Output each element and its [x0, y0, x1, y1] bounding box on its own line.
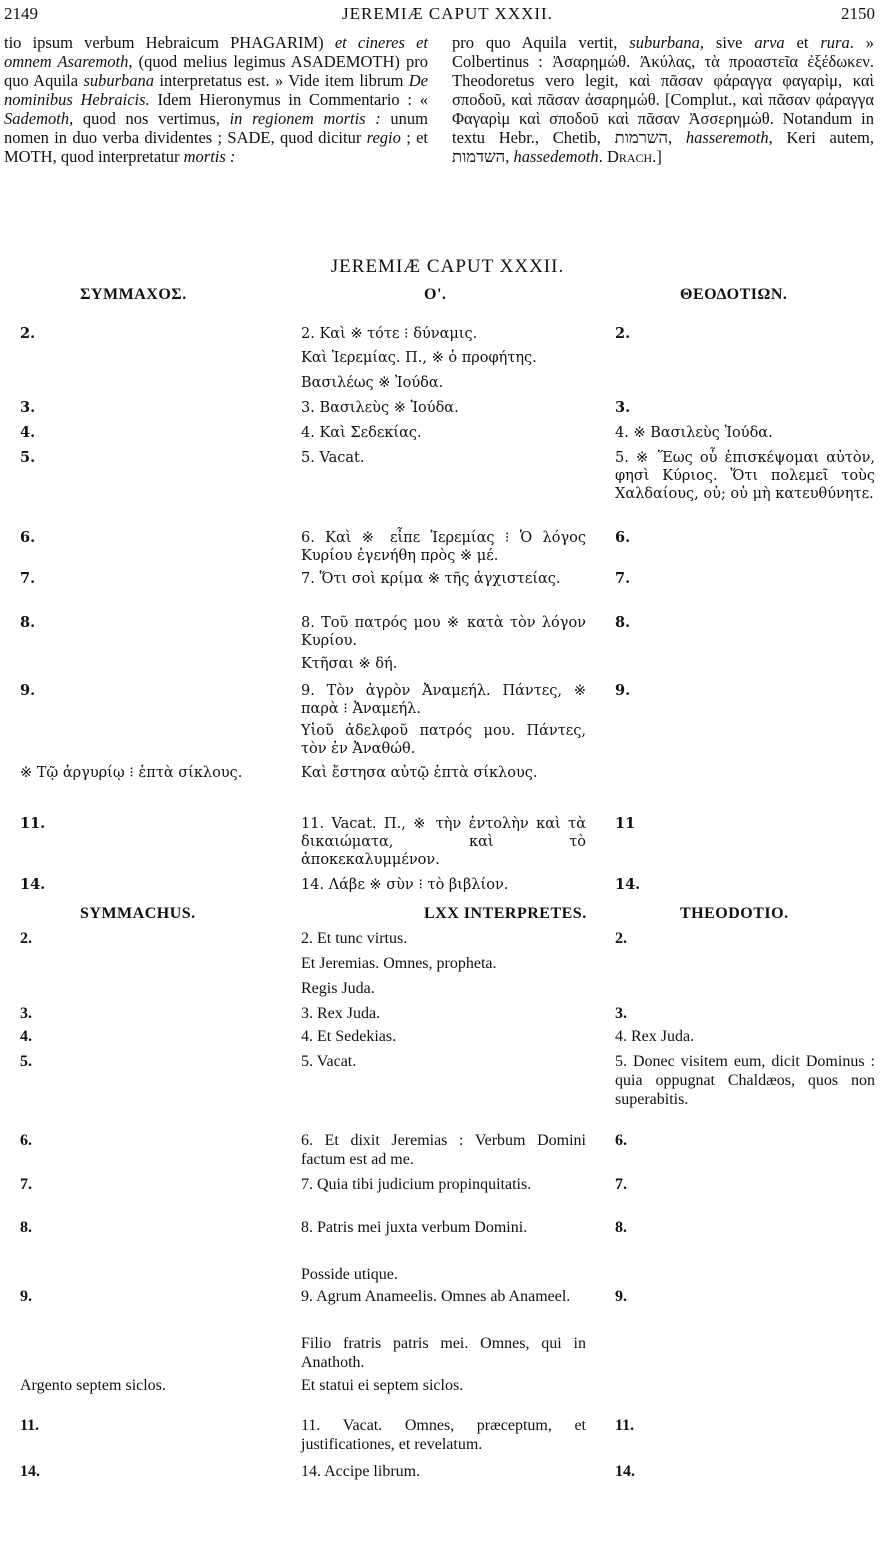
table-cell-c2: Βασιλέως ※ Ἰούδα.	[301, 375, 444, 391]
note-text-run: Sademoth	[4, 109, 70, 128]
table-cell-c2: 4. Καὶ Σεδεκίας.	[301, 425, 422, 441]
table-cell-c2: 9. Agrum Anameelis. Omnes ab Anameel.	[301, 1288, 571, 1305]
footnote-right-column	[452, 33, 874, 166]
table-cell-c1: 3.	[20, 399, 36, 416]
table-cell-c3: 11	[615, 815, 636, 832]
note-text-run: , quod nos vertimus,	[69, 109, 230, 128]
table-cell-c2: 3. Rex Juda.	[301, 1005, 381, 1022]
column-header-septuagint: Ο'.	[424, 286, 447, 303]
column-header-symmachus-latin: SYMMACHUS.	[80, 905, 196, 922]
table-cell-c3: 9.	[615, 1288, 627, 1305]
note-text-run: tio ipsum verbum Hebraicum PHAGARIM)	[4, 33, 335, 52]
note-text-run: et cineres et omnem Asaremoth	[4, 33, 428, 71]
table-cell-c3: 7.	[615, 570, 631, 587]
table-cell-c1: 14.	[20, 876, 46, 893]
running-title: JEREMIÆ CAPUT XXXII.	[342, 4, 553, 23]
table-cell-c2: 2. Et tunc virtus.	[301, 930, 408, 947]
table-cell-c2: 2. Καὶ ※ τότε ⁝ δύναμις.	[301, 326, 478, 342]
table-cell-c1: 6.	[20, 529, 36, 546]
note-text-run: arva	[754, 33, 785, 52]
table-cell-c1: ※ Τῷ ἀργυρίῳ ⁝ ἑπτὰ σίκλους.	[20, 765, 243, 781]
table-cell-c2: Κτῆσαι ※ δή.	[301, 656, 398, 672]
table-cell-c2: 5. Vacat.	[301, 1053, 357, 1070]
note-text-run: mortis :	[183, 147, 236, 166]
table-cell-c1: 9.	[20, 1288, 32, 1305]
table-cell-c3: 6.	[615, 529, 631, 546]
table-cell-c3: 6.	[615, 1132, 627, 1149]
table-cell-c2: 9. Τὸν ἀγρὸν Ἀναμεήλ. Πάντες, ※ παρὰ ⁝ Ἀναμεήλ.	[301, 683, 586, 717]
note-text-run: unum nomen in duo verba dividentes ; SADE, quod dicitur	[4, 109, 428, 147]
table-cell-c3: 11.	[615, 1417, 635, 1434]
note-text-run: in regionem mortis :	[229, 109, 381, 128]
note-text-run: Idem Hieronymus in Commentario : «	[149, 90, 428, 109]
note-text-run: , Keri autem, השדמות,	[452, 128, 874, 166]
note-text-run: Drach	[606, 147, 653, 166]
table-cell-c2: 11. Vacat. Π., ※ τὴν ἐντολὴν καὶ τὰ δικαιώματα, καὶ τὸ ἀποκεκαλυμμένον.	[301, 816, 586, 868]
table-cell-c2: Et statui ei septem siclos.	[301, 1377, 464, 1394]
note-text-run: suburbana	[629, 33, 700, 52]
note-text-run: .]	[652, 147, 662, 166]
column-header-theodotion: ΘΕΟΔΟΤΙΩΝ.	[680, 286, 788, 303]
note-text-run: De nominibus Hebraicis.	[4, 71, 429, 109]
table-cell-c3: 3.	[615, 1005, 627, 1022]
table-cell-c3: 14.	[615, 1463, 635, 1480]
footnote-left-column	[4, 33, 428, 166]
table-cell-c1: 11.	[20, 1417, 40, 1434]
table-cell-c2: 3. Βασιλεὺς ※ Ἰούδα.	[301, 400, 459, 416]
note-text-run: , sive	[699, 33, 755, 52]
table-cell-c1: 5.	[20, 449, 36, 466]
note-text-run: ; et MOTH, quod interpretatur	[4, 128, 428, 166]
table-cell-c2: Posside utique.	[301, 1266, 398, 1283]
note-text-run: suburbana	[83, 71, 155, 90]
table-cell-c2: 11. Vacat. Omnes, præceptum, et justificationes, et revelatum.	[301, 1417, 586, 1453]
note-text-run: .	[598, 147, 607, 166]
table-cell-c2: 5. Vacat.	[301, 450, 365, 466]
note-text-run: . » Colbertinus : Ἀσαρημώθ. Ἀκύλας, τὰ προαστεῖα ἐξέδωκεν. Theodoretus vero legit, καὶ πᾶσαν φάραγγα φαγαρὶμ, καὶ σποδοῦ, καὶ πᾶσαν ἀσαρημώθ. [Complut., καὶ πᾶσαν φάραγγα Φαγαρὶμ καὶ σποδοῦ καὶ πᾶσαν Ἀσσερημώθ. Notandum in textu Hebr., Chetib, השרמות,	[452, 33, 874, 147]
note-text-run: regio	[366, 128, 401, 147]
note-text-run: , (quod melius legimus ASADEMOTH) pro quo Aquila	[4, 52, 428, 90]
note-text-run: rura	[820, 33, 850, 52]
note-text-run: pro quo Aquila vertit,	[452, 33, 630, 52]
table-cell-c1: 8.	[20, 1219, 32, 1236]
table-cell-c1: 6.	[20, 1132, 32, 1149]
table-cell-c3: 7.	[615, 1176, 627, 1193]
table-cell-c3: 2.	[615, 325, 631, 342]
table-cell-c1: 7.	[20, 1176, 32, 1193]
table-cell-c1: 14.	[20, 1463, 40, 1480]
table-cell-c1: 4.	[20, 1028, 32, 1045]
table-cell-c3: 5. ※ Ἕως οὗ ἐπισκέψομαι αὐτὸν, φησὶ Κύριος. Ὅτι πολεμεῖ τοὺς Χαλδαίους, οὐ; οὐ μὴ κατευθύνητε.	[615, 450, 875, 502]
table-cell-c3: 4. Rex Juda.	[615, 1028, 695, 1045]
table-cell-c2: Regis Juda.	[301, 980, 375, 997]
chapter-title: JEREMIÆ CAPUT XXXII.	[330, 256, 565, 277]
table-cell-c2: Καὶ Ἱερεμίας. Π., ※ ὁ προφήτης.	[301, 350, 537, 366]
table-cell-c1: 2.	[20, 325, 36, 342]
table-cell-c2: Υἱοῦ ἀδελφοῦ πατρός μου. Πάντες, τὸν ἐν Ἀναθώθ.	[301, 723, 586, 757]
column-header-lxx-latin: LXX INTERPRETES.	[424, 905, 587, 922]
table-cell-c1: 11.	[20, 815, 46, 832]
table-cell-c2: 6. Καὶ ※ εἶπε Ἱερεμίας ⁝ Ὁ λόγος Κυρίου ἐγενήθη πρὸς ※ μέ.	[301, 530, 586, 564]
table-cell-c2: 6. Et dixit Jeremias : Verbum Domini factum est ad me.	[301, 1132, 586, 1168]
table-cell-c1: 5.	[20, 1053, 32, 1070]
table-cell-c2: Et Jeremias. Omnes, propheta.	[301, 955, 497, 972]
table-cell-c2: 8. Patris mei juxta verbum Domini.	[301, 1219, 528, 1236]
table-cell-c2: Filio fratris patris mei. Omnes, qui in Anathoth.	[301, 1335, 586, 1371]
table-cell-c3: 8.	[615, 614, 631, 631]
column-header-theodotio-latin: THEODOTIO.	[680, 905, 789, 922]
note-text-run: interpretatus est. » Vide item librum	[154, 71, 409, 90]
table-cell-c3: 3.	[615, 399, 631, 416]
table-cell-c3: 5. Donec visitem eum, dicit Dominus : quia oppugnat Chaldæos, quos non superabitis.	[615, 1053, 875, 1108]
table-cell-c2: 8. Τοῦ πατρός μου ※ κατὰ τὸν λόγον Κυρίου.	[301, 615, 586, 649]
table-cell-c3: 2.	[615, 930, 627, 947]
note-text-run: hasseremoth	[685, 128, 769, 147]
table-cell-c1: 8.	[20, 614, 36, 631]
table-cell-c3: 8.	[615, 1219, 627, 1236]
table-cell-c3: 9.	[615, 682, 631, 699]
table-cell-c3: 4. ※ Βασιλεὺς Ἰούδα.	[615, 425, 773, 441]
table-cell-c2: 4. Et Sedekias.	[301, 1028, 397, 1045]
note-text-run: et	[784, 33, 821, 52]
page-number-right: 2150	[841, 4, 875, 23]
table-cell-c1: 3.	[20, 1005, 32, 1022]
table-cell-c2: 7. Quia tibi judicium propinquitatis.	[301, 1176, 532, 1193]
table-cell-c2: Καὶ ἔστησα αὐτῷ ἑπτὰ σίκλους.	[301, 765, 538, 781]
table-cell-c1: 7.	[20, 570, 36, 587]
table-cell-c1: 4.	[20, 424, 36, 441]
table-cell-c2: 14. Λάβε ※ σὺν ⁝ τὸ βιβλίον.	[301, 877, 509, 893]
table-cell-c3: 14.	[615, 876, 641, 893]
table-cell-c1: 2.	[20, 930, 32, 947]
running-header	[0, 4, 895, 28]
table-cell-c2: 7. Ὅτι σοὶ κρίμα ※ τῆς ἀγχιστείας.	[301, 571, 561, 587]
note-text-run: hassedemoth	[513, 147, 599, 166]
table-cell-c1: Argento septem siclos.	[20, 1377, 166, 1394]
table-cell-c1: 9.	[20, 682, 36, 699]
column-header-symmachus: ΣΥΜΜΑΧΟΣ.	[80, 286, 187, 303]
table-cell-c2: 14. Accipe librum.	[301, 1463, 421, 1480]
page-number-left: 2149	[4, 4, 38, 23]
